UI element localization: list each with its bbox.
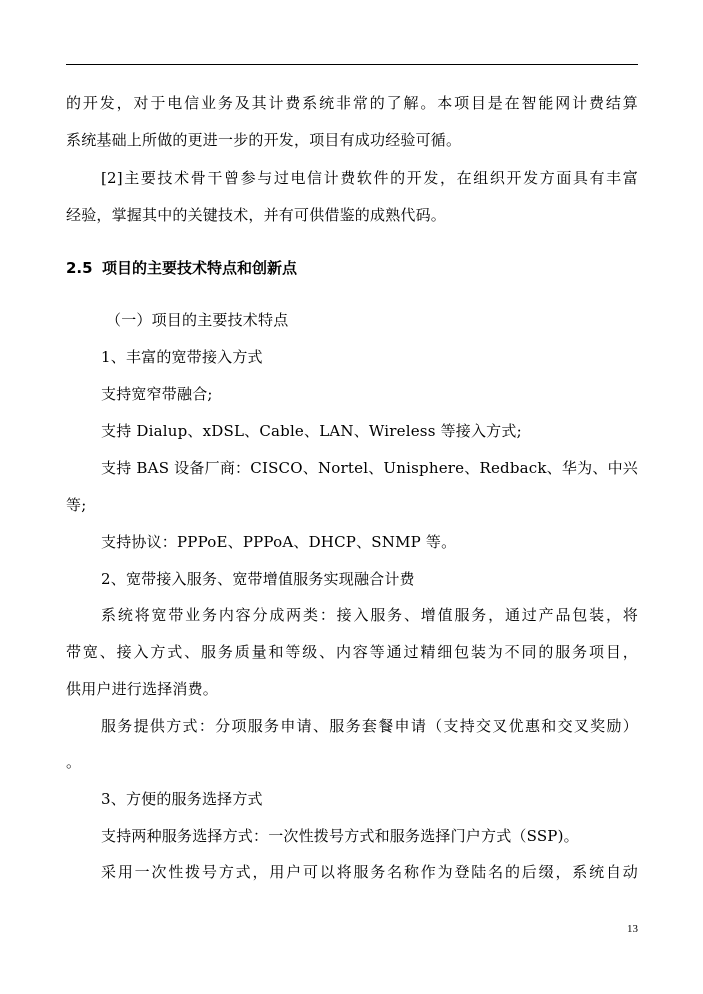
paragraph-line: 支持两种服务选择方式：一次性拨号方式和服务选择门户方式（SSP)。 — [101, 827, 579, 845]
paragraph-line: 支持协议：PPPoE、PPPoA、DHCP、SNMP 等。 — [101, 533, 457, 551]
list-item-title: 3、方便的服务选择方式 — [101, 790, 263, 808]
paragraph-line: 经验，掌握其中的关键技术，并有可供借鉴的成熟代码。 — [66, 206, 447, 224]
section-title: 项目的主要技术特点和创新点 — [102, 259, 298, 277]
paragraph-line: 服务提供方式：分项服务申请、服务套餐申请（支持交叉优惠和交叉奖励） — [101, 717, 638, 735]
list-item-title: 1、丰富的宽带接入方式 — [101, 348, 263, 366]
paragraph-line: 供用户进行选择消费。 — [66, 680, 219, 698]
subsection-title: （一）项目的主要技术特点 — [106, 311, 289, 329]
section-number: 2.5 — [66, 259, 93, 277]
header-rule — [66, 64, 638, 65]
paragraph-line: 系统将宽带业务内容分成两类：接入服务、增值服务，通过产品包装，将 — [101, 606, 638, 624]
paragraph-line: 等; — [66, 496, 87, 514]
paragraph-line: 支持 BAS 设备厂商：CISCO、Nortel、Unisphere、Redback、华为、中兴 — [101, 459, 638, 477]
paragraph-line: 。 — [66, 753, 82, 771]
paragraph-line: 的开发，对于电信业务及其计费系统非常的了解。本项目是在智能网计费结算 — [66, 94, 638, 112]
paragraph-line: 支持宽窄带融合; — [101, 385, 213, 403]
list-item-title: 2、宽带接入服务、宽带增值服务实现融合计费 — [101, 570, 415, 588]
paragraph-line: 带宽、接入方式、服务质量和等级、内容等通过精细包装为不同的服务项目， — [66, 643, 638, 661]
paragraph-line: [2]主要技术骨干曾参与过电信计费软件的开发，在组织开发方面具有丰富 — [101, 169, 638, 187]
section-heading — [66, 258, 297, 278]
paragraph-line: 系统基础上所做的更进一步的开发，项目有成功经验可循。 — [66, 131, 462, 149]
paragraph-line: 采用一次性拨号方式，用户可以将服务名称作为登陆名的后缀，系统自动 — [101, 863, 638, 881]
paragraph-line: 支持 Dialup、xDSL、Cable、LAN、Wireless 等接入方式; — [101, 422, 522, 440]
page-number: 13 — [627, 923, 638, 935]
